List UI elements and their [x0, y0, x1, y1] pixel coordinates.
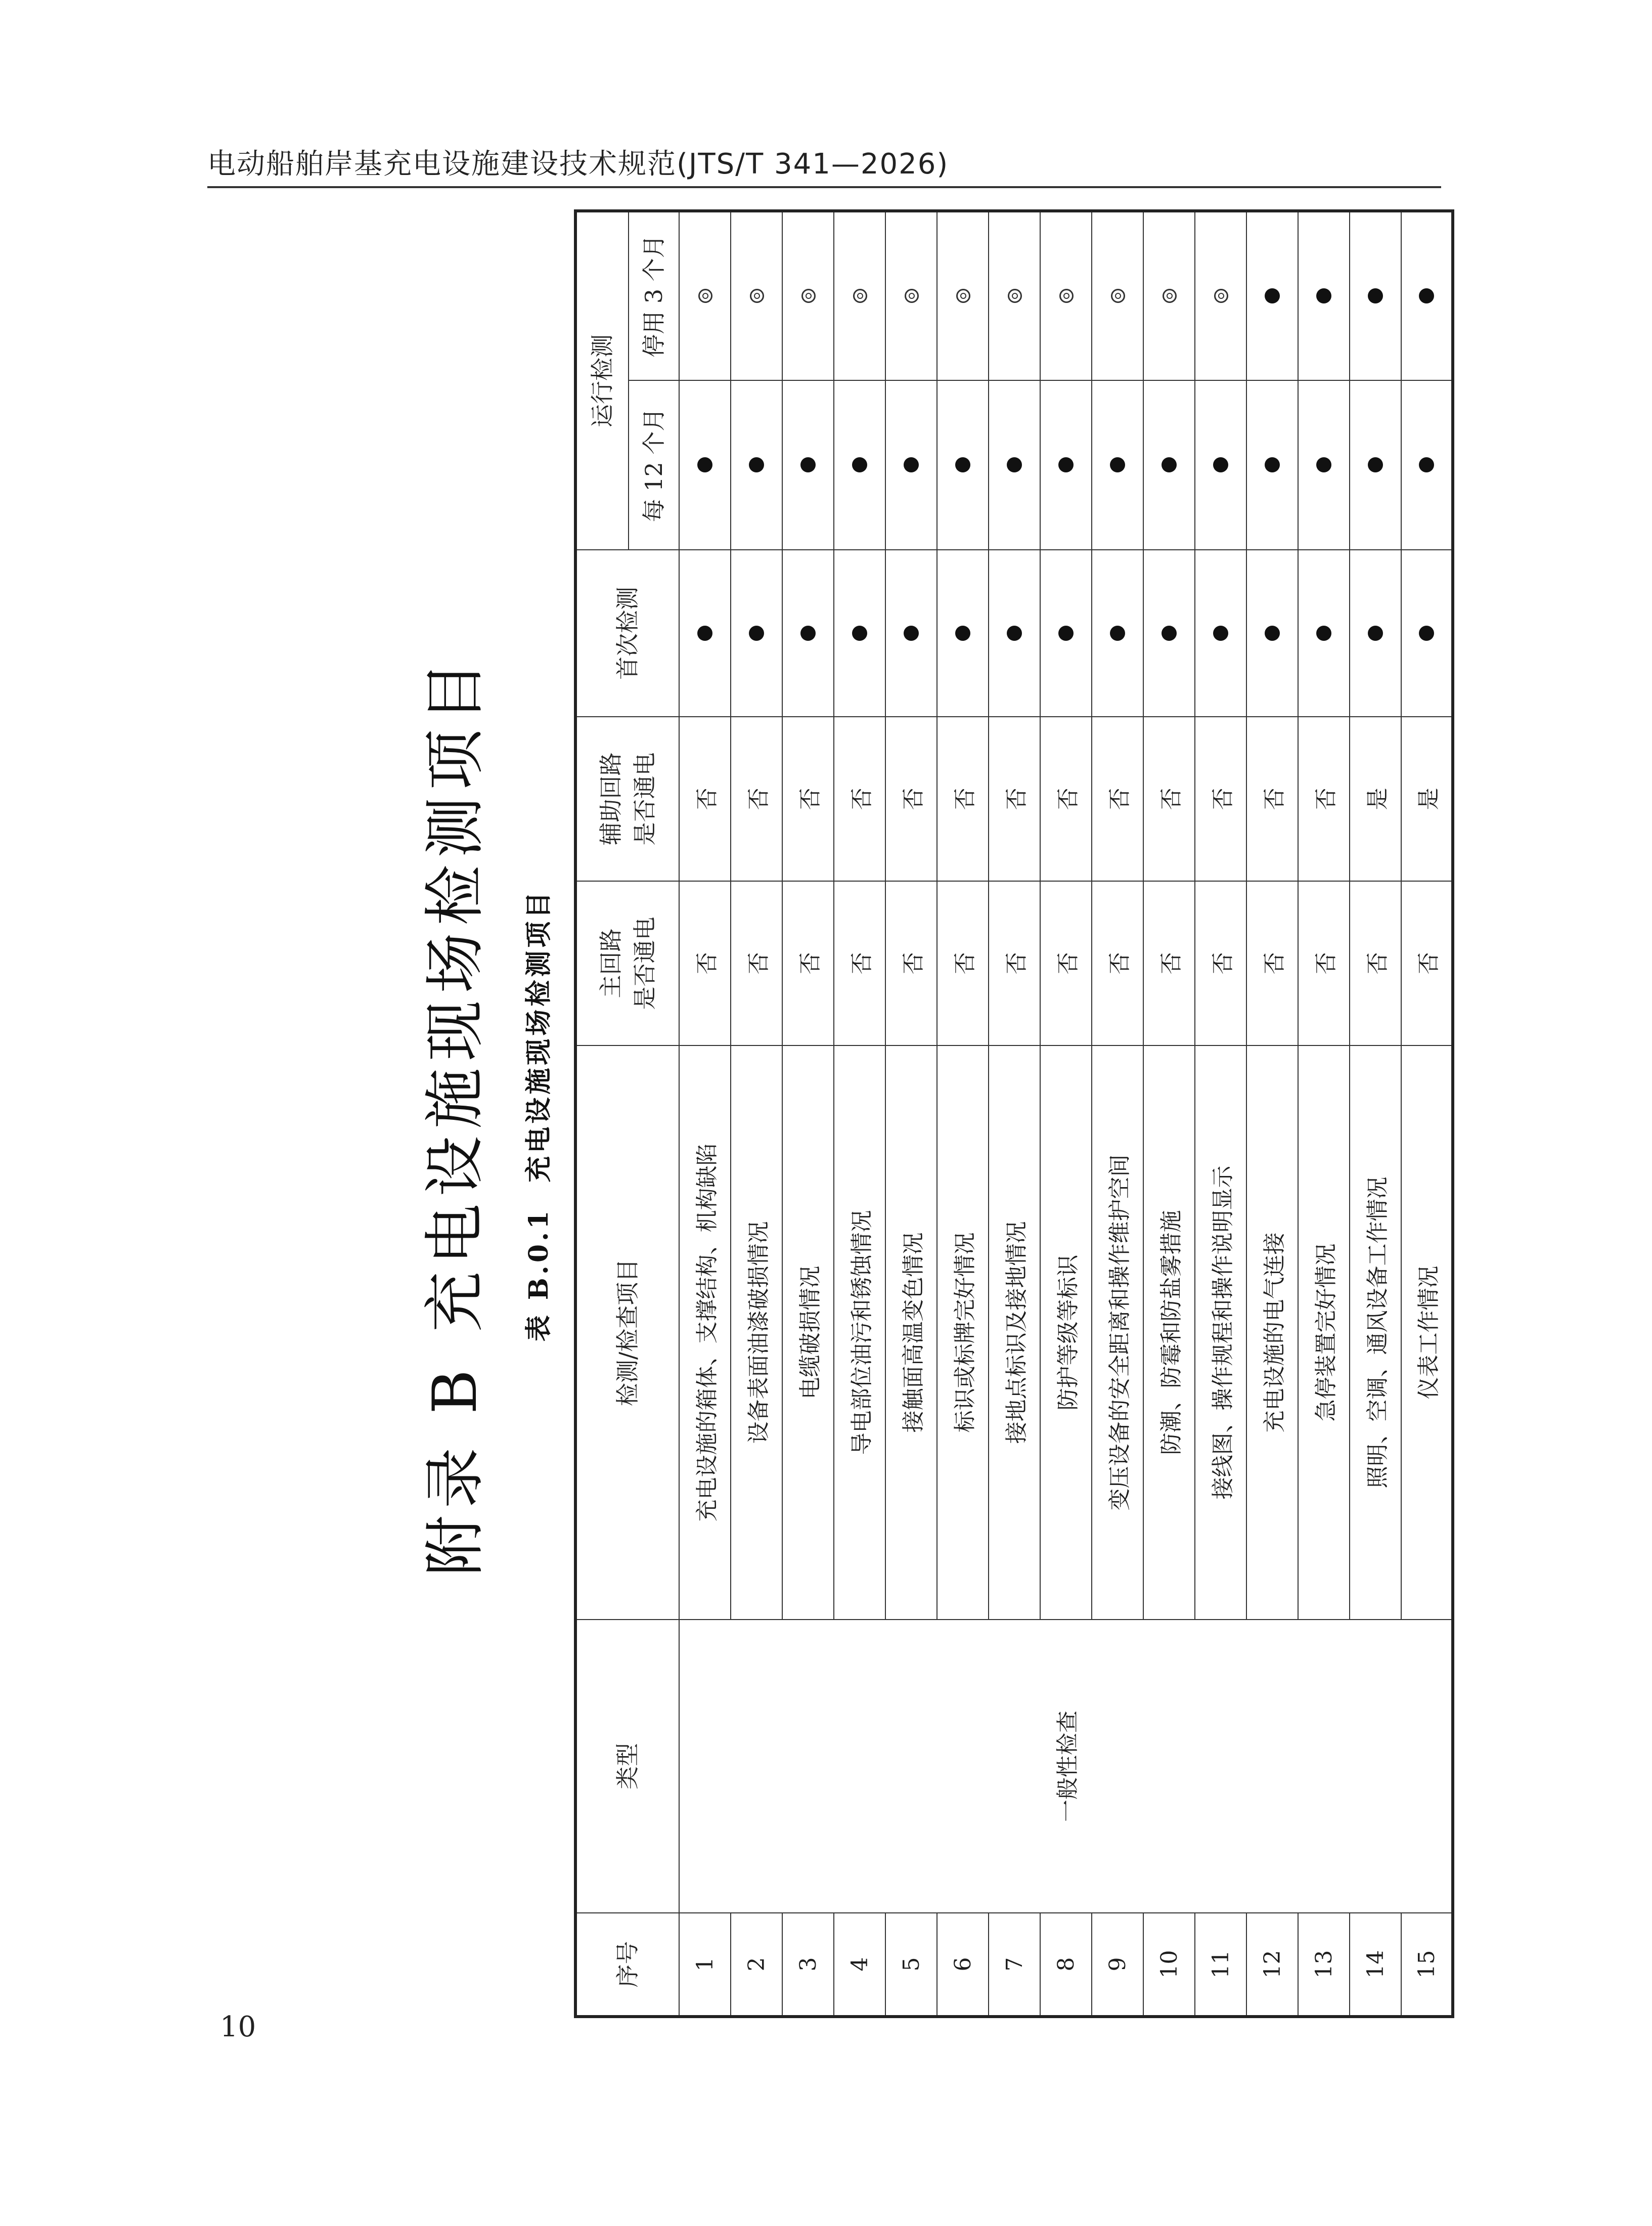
row-aux-circuit: 否 [731, 717, 782, 881]
double-circle-icon [1111, 289, 1125, 303]
row-aux-circuit: 否 [937, 717, 989, 881]
row-stopped-3-months [1143, 211, 1195, 380]
row-every-12-months [1143, 380, 1195, 550]
header-every-12-months: 每 12 个月 [629, 380, 679, 550]
header-stopped-3-months: 停用 3 个月 [629, 211, 679, 380]
row-seq: 15 [1401, 1913, 1453, 2017]
row-seq: 9 [1092, 1913, 1143, 2017]
filled-circle-icon [697, 458, 712, 473]
row-every-12-months [1195, 380, 1246, 550]
row-item: 充电设施的电气连接 [1246, 1045, 1298, 1620]
filled-circle-icon [1058, 458, 1074, 473]
row-main-circuit: 否 [885, 881, 937, 1045]
filled-circle-icon [904, 626, 919, 641]
row-every-12-months [1401, 380, 1453, 550]
filled-circle-icon [1162, 626, 1177, 641]
double-circle-icon [1008, 289, 1022, 303]
row-every-12-months [1246, 380, 1298, 550]
row-main-circuit: 否 [1195, 881, 1246, 1045]
row-seq: 7 [989, 1913, 1040, 2017]
row-seq: 8 [1040, 1913, 1092, 2017]
row-stopped-3-months [1401, 211, 1453, 380]
table-body [679, 211, 1453, 2017]
row-first-test [1401, 550, 1453, 717]
filled-circle-icon [904, 458, 919, 473]
filled-circle-icon [852, 626, 867, 641]
filled-circle-icon [1419, 626, 1434, 641]
header-main-circuit: 主回路 是否通电 [575, 881, 679, 1045]
row-aux-circuit: 否 [1092, 717, 1143, 881]
row-main-circuit: 否 [834, 881, 885, 1045]
row-item: 设备表面油漆破损情况 [731, 1045, 782, 1620]
row-first-test [1092, 550, 1143, 717]
table-row [679, 211, 731, 2017]
row-stopped-3-months [937, 211, 989, 380]
filled-circle-icon [1265, 289, 1280, 304]
filled-circle-icon [800, 458, 816, 473]
double-circle-icon [853, 289, 867, 303]
row-item: 充电设施的箱体、支撑结构、机构缺陷 [679, 1045, 731, 1620]
header-aux-circuit: 辅助回路 是否通电 [575, 717, 679, 881]
row-stopped-3-months [1092, 211, 1143, 380]
row-every-12-months [989, 380, 1040, 550]
row-first-test [989, 550, 1040, 717]
header-seq: 序号 [575, 1913, 679, 2017]
row-every-12-months [782, 380, 834, 550]
filled-circle-icon [1368, 458, 1383, 473]
running-header: 电动船舶岸基充电设施建设技术规范(JTS/T 341—2026) [207, 148, 949, 181]
header-item: 检测/检查项目 [575, 1045, 679, 1620]
row-item: 仪表工作情况 [1401, 1045, 1453, 1620]
row-seq: 13 [1298, 1913, 1350, 2017]
double-circle-icon [1059, 289, 1074, 303]
row-stopped-3-months [989, 211, 1040, 380]
filled-circle-icon [1419, 289, 1434, 304]
row-main-circuit: 否 [1401, 881, 1453, 1045]
filled-circle-icon [1316, 458, 1331, 473]
row-every-12-months [1092, 380, 1143, 550]
row-aux-circuit: 是 [1401, 717, 1453, 881]
filled-circle-icon [1007, 626, 1022, 641]
header-type: 类型 [575, 1620, 679, 1913]
row-every-12-months [1040, 380, 1092, 550]
row-aux-circuit: 否 [782, 717, 834, 881]
row-seq: 6 [937, 1913, 989, 2017]
row-first-test [885, 550, 937, 717]
page-number: 10 [220, 2011, 256, 2043]
row-aux-circuit: 否 [1143, 717, 1195, 881]
row-aux-circuit: 否 [1195, 717, 1246, 881]
row-first-test [834, 550, 885, 717]
row-first-test [1350, 550, 1401, 717]
filled-circle-icon [1419, 458, 1434, 473]
filled-circle-icon [800, 626, 816, 641]
row-seq: 1 [679, 1913, 731, 2017]
row-seq: 5 [885, 1913, 937, 2017]
row-seq: 10 [1143, 1913, 1195, 2017]
row-item: 接地点标识及接地情况 [989, 1045, 1040, 1620]
row-every-12-months [885, 380, 937, 550]
row-aux-circuit: 是 [1350, 717, 1401, 881]
row-item: 防护等级等标识 [1040, 1045, 1092, 1620]
row-main-circuit: 否 [679, 881, 731, 1045]
filled-circle-icon [749, 626, 764, 641]
filled-circle-icon [1213, 458, 1228, 473]
row-stopped-3-months [782, 211, 834, 380]
filled-circle-icon [1058, 626, 1074, 641]
row-item: 防潮、防霉和防盐雾措施 [1143, 1045, 1195, 1620]
row-first-test [1143, 550, 1195, 717]
row-main-circuit: 否 [1143, 881, 1195, 1045]
row-main-circuit: 否 [1350, 881, 1401, 1045]
row-main-circuit: 否 [1040, 881, 1092, 1045]
inspection-table [574, 209, 1454, 2018]
row-item: 标识或标牌完好情况 [937, 1045, 989, 1620]
row-every-12-months [731, 380, 782, 550]
row-first-test [1040, 550, 1092, 717]
row-seq: 14 [1350, 1913, 1401, 2017]
row-item: 电缆破损情况 [782, 1045, 834, 1620]
filled-circle-icon [1368, 626, 1383, 641]
row-main-circuit: 否 [989, 881, 1040, 1045]
filled-circle-icon [1110, 626, 1125, 641]
row-every-12-months [937, 380, 989, 550]
row-first-test [731, 550, 782, 717]
row-stopped-3-months [1040, 211, 1092, 380]
double-circle-icon [1163, 289, 1177, 303]
filled-circle-icon [1265, 458, 1280, 473]
row-item: 接线图、操作规程和操作说明显示 [1195, 1045, 1246, 1620]
row-aux-circuit: 否 [1298, 717, 1350, 881]
row-item: 导电部位油污和锈蚀情况 [834, 1045, 885, 1620]
row-stopped-3-months [834, 211, 885, 380]
row-seq: 4 [834, 1913, 885, 2017]
row-stopped-3-months [1350, 211, 1401, 380]
appendix-number: 附录 B [420, 1362, 490, 1577]
row-stopped-3-months [885, 211, 937, 380]
double-circle-icon [750, 289, 764, 303]
filled-circle-icon [1316, 289, 1331, 304]
table-caption-number: 表 B.0.1 [523, 1207, 554, 1342]
filled-circle-icon [1368, 289, 1383, 304]
header-first-test: 首次检测 [575, 550, 679, 717]
row-seq: 11 [1195, 1913, 1246, 2017]
filled-circle-icon [749, 458, 764, 473]
filled-circle-icon [1007, 458, 1022, 473]
row-item: 接触面高温变色情况 [885, 1045, 937, 1620]
row-main-circuit: 否 [782, 881, 834, 1045]
row-main-circuit: 否 [731, 881, 782, 1045]
row-first-test [1246, 550, 1298, 717]
category-cell: 一般性检查 [679, 1620, 1453, 1913]
row-item: 变压设备的安全距离和操作维护空间 [1092, 1045, 1143, 1620]
table-caption [516, 212, 556, 2018]
row-first-test [1298, 550, 1350, 717]
row-main-circuit: 否 [937, 881, 989, 1045]
double-circle-icon [698, 289, 712, 303]
filled-circle-icon [1162, 458, 1177, 473]
filled-circle-icon [1110, 458, 1125, 473]
row-seq: 2 [731, 1913, 782, 2017]
row-aux-circuit: 否 [679, 717, 731, 881]
header-operation: 运行检测 [575, 211, 629, 550]
row-item: 急停装置完好情况 [1298, 1045, 1350, 1620]
table-caption-title: 充电设施现场检测项目 [523, 889, 554, 1183]
row-aux-circuit: 否 [1040, 717, 1092, 881]
filled-circle-icon [955, 626, 970, 641]
filled-circle-icon [697, 626, 712, 641]
row-stopped-3-months [1246, 211, 1298, 380]
row-first-test [937, 550, 989, 717]
filled-circle-icon [955, 458, 970, 473]
row-every-12-months [1298, 380, 1350, 550]
row-main-circuit: 否 [1092, 881, 1143, 1045]
filled-circle-icon [1213, 626, 1228, 641]
filled-circle-icon [852, 458, 867, 473]
row-every-12-months [834, 380, 885, 550]
double-circle-icon [956, 289, 970, 303]
row-stopped-3-months [731, 211, 782, 380]
row-aux-circuit: 否 [989, 717, 1040, 881]
appendix-title [405, 212, 496, 2018]
row-every-12-months [679, 380, 731, 550]
row-stopped-3-months [1298, 211, 1350, 380]
double-circle-icon [1214, 289, 1228, 303]
row-first-test [1195, 550, 1246, 717]
row-first-test [782, 550, 834, 717]
row-seq: 12 [1246, 1913, 1298, 2017]
double-circle-icon [905, 289, 919, 303]
rotated-content [405, 212, 1446, 2018]
row-aux-circuit: 否 [885, 717, 937, 881]
row-stopped-3-months [1195, 211, 1246, 380]
header-rule [207, 186, 1441, 188]
double-circle-icon [801, 289, 816, 303]
row-item: 照明、空调、通风设备工作情况 [1350, 1045, 1401, 1620]
row-stopped-3-months [679, 211, 731, 380]
row-seq: 3 [782, 1913, 834, 2017]
row-first-test [679, 550, 731, 717]
row-main-circuit: 否 [1246, 881, 1298, 1045]
row-every-12-months [1350, 380, 1401, 550]
row-main-circuit: 否 [1298, 881, 1350, 1045]
row-aux-circuit: 否 [1246, 717, 1298, 881]
appendix-title-text: 充电设施现场检测项目 [420, 654, 490, 1332]
filled-circle-icon [1265, 626, 1280, 641]
row-aux-circuit: 否 [834, 717, 885, 881]
filled-circle-icon [1316, 626, 1331, 641]
